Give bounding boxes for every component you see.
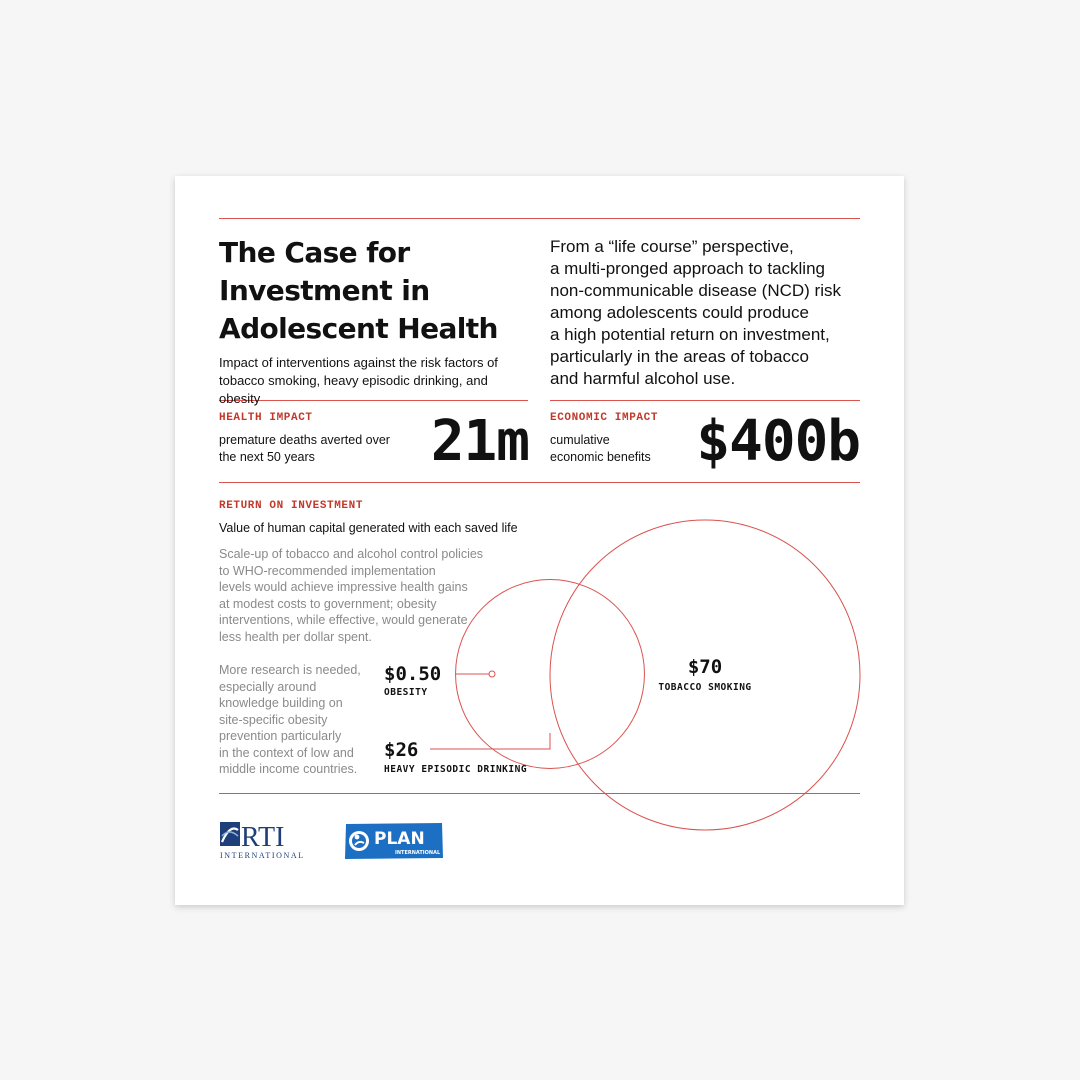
drinking-value: $26 (384, 739, 419, 761)
para-line: to WHO-recommended implementation (219, 563, 436, 578)
drinking-label: HEAVY EPISODIC DRINKING (384, 764, 528, 775)
title-line: Investment in (219, 274, 430, 307)
para-line: in the context of low and (219, 745, 354, 760)
para-line: at modest costs to government; obesity (219, 596, 437, 611)
plan-logo-sub: INTERNATIONAL (395, 850, 441, 856)
intro-line: and harmful alcohol use. (550, 369, 736, 388)
intro-line: a multi-pronged approach to tackling (550, 259, 825, 278)
economic-impact-value: $400b (696, 409, 860, 474)
para-line: site-specific obesity (219, 712, 328, 727)
intro-line: From a “life course” perspective, (550, 237, 794, 256)
desc-line: premature deaths averted over (219, 433, 390, 447)
title-line: The Case for (219, 236, 410, 269)
para-line: Scale-up of tobacco and alcohol control policies (219, 547, 484, 561)
rti-logo (219, 820, 319, 862)
para-line: interventions, while effective, would generate (219, 613, 468, 627)
roi-label: RETURN ON INVESTMENT (219, 500, 364, 512)
intro-line: particularly in the areas of tobacco (550, 347, 809, 366)
para-line: knowledge building on (219, 696, 343, 710)
para-line: middle income countries. (219, 762, 358, 776)
intro-line: non-communicable disease (NCD) risk (550, 281, 841, 300)
obesity-label: OBESITY (384, 687, 428, 698)
desc-line: economic benefits (550, 450, 651, 464)
tobacco-value: $70 (687, 656, 723, 678)
title-line: Adolescent Health (219, 312, 498, 345)
para-line: less health per dollar spent. (219, 629, 372, 644)
para-line: especially around (219, 679, 317, 694)
rti-logo-sub: INTERNATIONAL (220, 851, 305, 860)
tobacco-label: TOBACCO SMOKING (658, 682, 752, 693)
health-impact-value: 21m (430, 409, 529, 474)
para-line: More research is needed, (219, 663, 361, 677)
roi-subtitle: Value of human capital generated with each saved life (219, 521, 518, 535)
para-line: levels would achieve impressive health gains (219, 580, 468, 594)
bubble-obesity (489, 671, 495, 677)
rti-logo-wordmark: RTI (241, 822, 285, 853)
economic-impact-label: ECONOMIC IMPACT (550, 412, 659, 424)
health-impact-label: HEALTH IMPACT (219, 412, 313, 424)
para-line: prevention particularly (219, 729, 342, 743)
plan-logo (343, 821, 445, 861)
obesity-value: $0.50 (384, 663, 442, 685)
subtitle-line: tobacco smoking, heavy episodic drinking, and obesity (219, 373, 488, 406)
plan-logo-wordmark: PLAN (374, 829, 425, 849)
intro-line: a high potential return on investment, (550, 325, 830, 344)
desc-line: the next 50 years (219, 450, 315, 464)
desc-line: cumulative (550, 433, 610, 447)
intro-line: among adolescents could produce (550, 303, 809, 322)
subtitle-line: Impact of interventions against the risk factors of (219, 355, 498, 370)
